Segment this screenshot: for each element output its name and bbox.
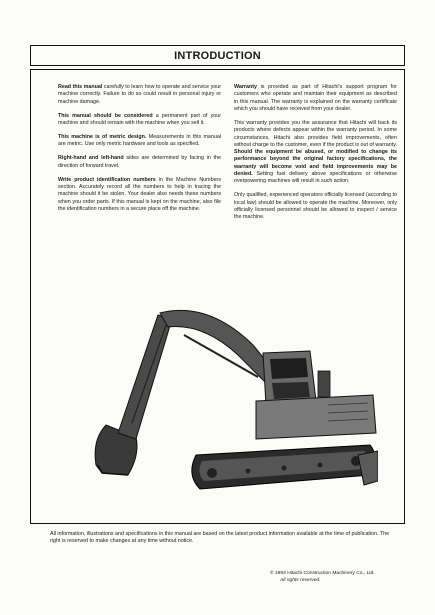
footer-notice: All information, illustrations and specifications in this manual are based on the latest product information available at the time of publication. The right is reserved to make changes at any time without notice. [50,531,390,545]
paragraph-lead: Write product identification numbers [58,176,156,183]
copyright-block [270,571,410,584]
excavator-illustration [88,305,378,510]
paragraph-metric-design [58,134,221,149]
dozer-blade-icon [358,451,378,485]
paragraph-text: Setting fuel delivery above specifications or otherwise overpowering machines will result in such action. [234,171,397,185]
paragraph-text: Measurements in this manual are metric. Use only metric hardware and tools as specified. [58,134,221,148]
left-column [58,84,221,220]
copyright-text: © 1993 Hitachi Construction Machinery Co., Ltd. [270,571,375,576]
page-title: INTRODUCTION [174,49,261,62]
upper-structure-icon [256,395,376,439]
paragraph-identification-numbers [58,177,221,213]
paragraph-lead: This manual should be considered [58,112,153,119]
paragraph-lead: Right-hand and left-hand [58,155,124,162]
rights-reserved: All rights reserved. [280,577,321,583]
warranty-void-warning: Should the equipment be abused, or modified to change its performance beyond the original factory specifications, the warranty will become void and field improvements may be denied. [234,149,397,178]
paragraph-lead: This machine is of metric design. [58,134,147,141]
paragraph-lead: Warranty [234,84,257,90]
paragraph-text: This warranty provides you the assurance that Hitachi will back its products where defects appear within the warranty period. In some circumstances, Hitachi also provides field improvements, often without charge to the customer, even if the product is out of warranty. [234,119,397,148]
right-column [234,84,397,228]
paragraph-text: Only qualified, experienced operators officially licensed (according to local law) should be allowed to operate the machine. Moreover, only officially licensed personnel should be allowed to inspect / service the machine. [234,192,397,221]
arm-icon [118,315,172,439]
paragraph-read-manual [58,84,221,106]
paragraph-right-left-hand [58,155,221,170]
paragraph-qualified-operators [234,192,397,221]
paragraph-permanent-part [58,113,221,128]
paragraph-lead: Read this manual [58,84,103,90]
paragraph-text: is provided as part of Hitachi's support program for customers who operate and maintain their equipment as described in this manual. The warranty is explained on the warranty certificate which you should have received from your dealer. [234,84,397,112]
paragraph-text: a permanent part of your machine and should remain with the machine when you sell it. [58,112,221,126]
paragraph-text: in the Machine Numbers section. Accurately record all the numbers to help in tracing the machine should it be stolen. Your dealer also needs these numbers when you order parts. If this manual is kept on the machine, also file the identification numbers in a secure place off the machine. [58,176,221,213]
paragraph-text: sides are determined by facing in the direction of forward travel. [58,155,221,169]
paragraph-warranty-assurance [234,120,397,186]
paragraph-text: carefully to learn how to operate and service your machine correctly. Failure to do so could result in personal injury or machine damage. [58,84,221,105]
paragraph-warranty [234,84,397,113]
title-box [30,45,405,66]
